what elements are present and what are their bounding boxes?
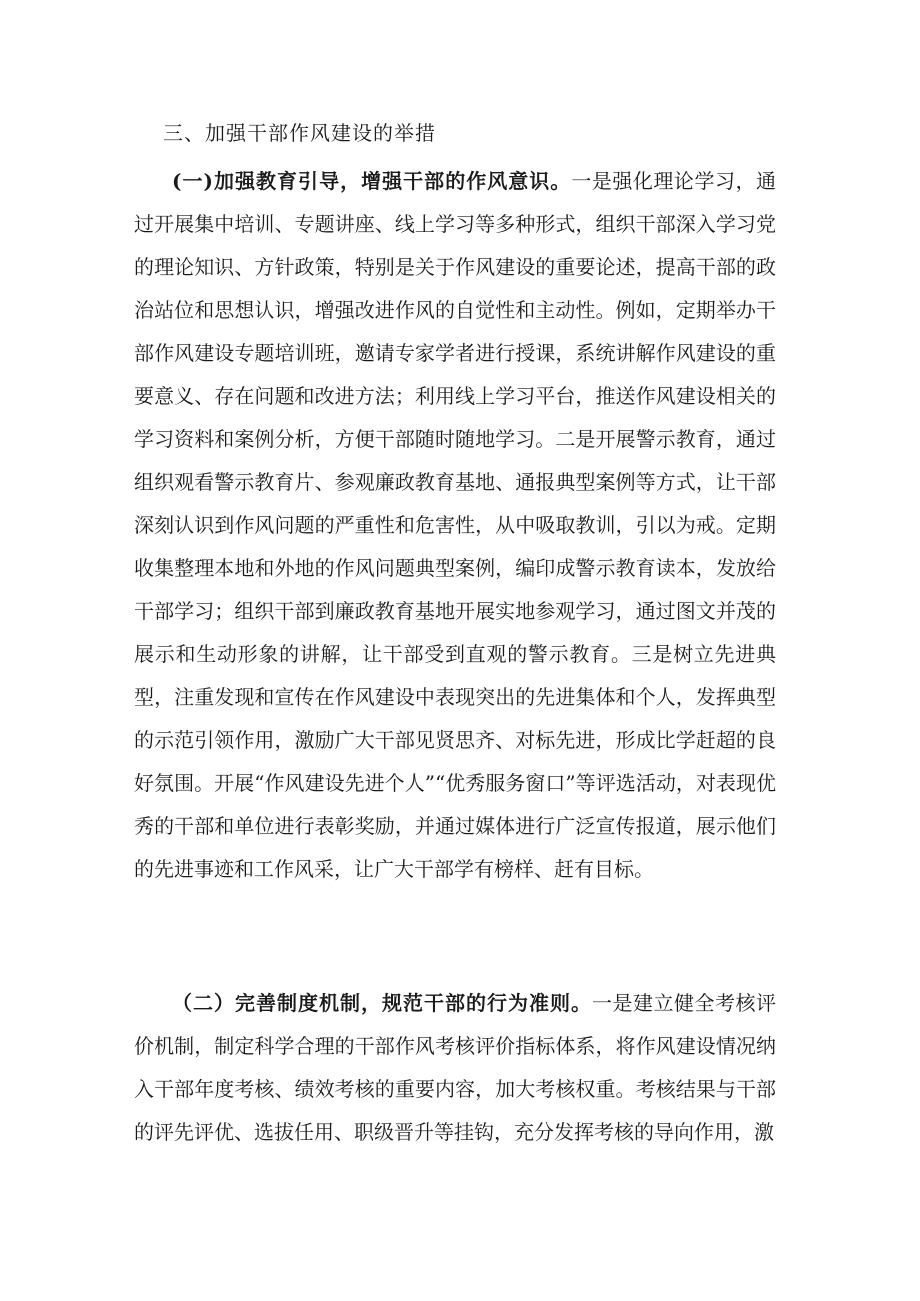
paragraph-lead: （二）完善制度机制，规范干部的行为准则。 (172, 991, 592, 1015)
paragraph-body: 一是强化理论学习，通过开展集中培训、专题讲座、线上学习等多种形式，组织干部深入学习党的理论知识、方针政策，特别是关于作风建设的重要论述，提高干部的政治站位和思想认识，增强改进作风的自觉性和主动性。例如，定期举办干部作风建设专题培训班，邀请专家学者进行授课，系统讲解作风建设的重要意义、存在问题和改进方法；利用线上学习平台，推送作风建设相关的学习资料和案例分析，方便干部随时随地学习。二是开展警示教育，通过组织观看警示教育片、参观廉政教育基地、通报典型案例等方式，让干部深刻认识到作风问题的严重性和危害性，从中吸取教训，引以为戒。定期收集整理本地和外地的作风问题典型案例，编印成警示教育读本，发放给干部学习；组织干部到廉政教育基地开展实地参观学习，通过图文并茂的展示和生动形象的讲解，让干部受到直观的警示教育。三是树立先进典型，注重发现和宣传在作风建设中表现突出的先进集体和个人，发挥典型的示范引领作用，激励广大干部见贤思齐、对标先进，形成比学赶超的良好氛围。开展“作风建设先进个人”“优秀服务窗口”等评选活动，对表现优秀的干部和单位进行表彰奖励，并通过媒体进行广泛宣传报道，展示他们的先进事迹和工作风采，让广大干部学有榜样、赶有目标。 (134, 169, 777, 881)
section-heading: 三、加强干部作风建设的举措 (163, 121, 436, 145)
paragraph-lead: (一)加强教育引导，增强干部的作风意识。 (172, 169, 572, 193)
paragraph-institutional-mechanism (134, 982, 776, 1154)
paragraph-body: 一是建立健全考核评价机制，制定科学合理的干部作风考核评价指标体系，将作风建设情况纳入干部年度考核、绩效考核的重要内容，加大考核权重。考核结果与干部的评先评优、选拔任用、职级晋升等挂钩，充分发挥考核的导向作用，激 (134, 991, 776, 1144)
paragraph-education-guidance (134, 160, 776, 891)
